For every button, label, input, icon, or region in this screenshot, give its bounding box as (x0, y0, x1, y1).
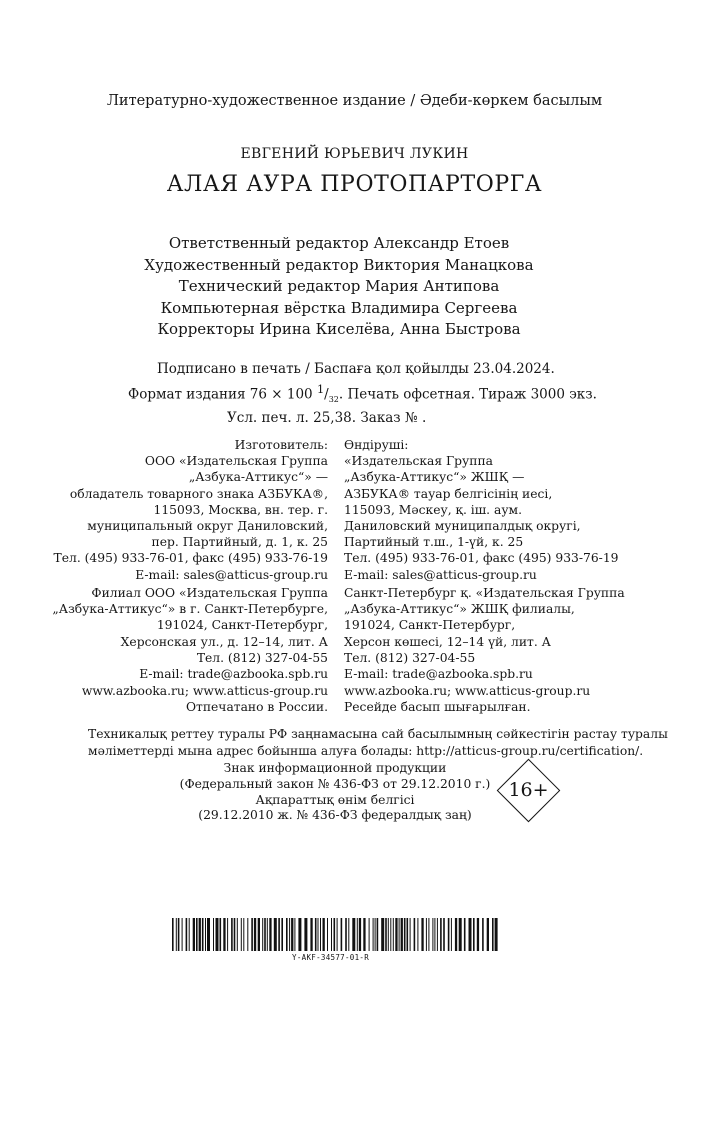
order-line: Усл. печ. л. 25,38. Заказ № . (227, 410, 427, 427)
barcode-bar (399, 918, 400, 951)
certification-line: Техникалық реттеу туралы РФ заңнамасына сай басылымның сәйкестігін растау туралы (88, 727, 668, 741)
barcode-bar (199, 918, 201, 951)
manufacturer-kz-line: Даниловский муниципалдық округі, (344, 519, 581, 534)
branch-ru-line: Филиал ООО «Издательская Группа (91, 586, 328, 600)
barcode-bar (375, 918, 376, 951)
branch-kz (344, 585, 625, 682)
barcode (172, 918, 502, 951)
branch-kz-line: E-mail: trade@azbooka.spb.ru (344, 667, 533, 682)
credit-line: Корректоры Ирина Киселёва, Анна Быстрова (157, 320, 521, 339)
edition-type: Литературно-художественное издание / Әдеби-көркем басылым (106, 93, 603, 109)
format-text: Формат издания 76 × 100 (128, 386, 317, 402)
book-title: АЛАЯ АУРА ПРОТОПАРТОРГА (166, 172, 543, 197)
barcode-bar (359, 918, 361, 951)
barcode-bar (267, 918, 268, 951)
barcode-bar (176, 918, 177, 951)
barcode-bar (345, 918, 347, 951)
manufacturer-ru-line: E-mail: sales@atticus-group.ru (135, 567, 328, 582)
barcode-bar (223, 918, 225, 951)
barcode-bar (473, 918, 475, 951)
barcode-bar (395, 918, 397, 951)
barcode-bar (363, 918, 365, 951)
barcode-bar (469, 918, 472, 951)
age-rating-text: 16+ (508, 779, 549, 801)
barcode-bar (205, 918, 206, 951)
web-kz-line: www.azbooka.ru; www.atticus-group.ru (344, 684, 591, 698)
barcode-bar (414, 918, 416, 951)
barcode-bar (264, 918, 266, 951)
barcode-bar (231, 918, 233, 951)
barcode-bar (323, 918, 325, 951)
barcode-bar (440, 918, 442, 951)
barcode-bar (443, 918, 445, 951)
barcode-bar (331, 918, 332, 951)
barcode-bar (495, 918, 498, 951)
barcode-bar (216, 918, 219, 951)
barcode-bar (477, 918, 479, 951)
format-text-2: . Печать офсетная. Тираж 3000 экз. (338, 386, 597, 402)
barcode-bar (294, 918, 295, 951)
barcode-bar (369, 918, 370, 951)
author-name: ЕВГЕНИЙ ЮРЬЕВИЧ ЛУКИН (240, 146, 469, 162)
age-rating-badge (495, 757, 562, 824)
barcode-bar (182, 918, 183, 951)
manufacturer-kz (344, 437, 618, 583)
manufacturer-kz-line: E-mail: sales@atticus-group.ru (344, 567, 537, 582)
branch-kz-line: „Азбука-Аттикус“» ЖШҚ филиалы, (344, 602, 575, 617)
branch-ru-line: E-mail: trade@azbooka.spb.ru (139, 667, 328, 682)
manufacturer-ru-line: ООО «Издательская Группа (144, 454, 328, 469)
barcode-bar (247, 918, 248, 951)
branch-kz-line: Херсон көшесі, 12–14 үй, лит. А (344, 634, 551, 649)
web-kz (344, 683, 590, 715)
info-mark-line: (Федеральный закон № 436-ФЗ от 29.12.2010 г.) (179, 776, 491, 791)
barcode-bar (407, 918, 409, 951)
manufacturer-ru (54, 437, 328, 583)
branch-kz-line: Тел. (812) 327-04-55 (344, 650, 476, 665)
barcode-bar (318, 918, 319, 951)
barcode-bar (337, 918, 338, 951)
manufacturer-ru-line: „Азбука-Аттикус“» — (188, 470, 328, 485)
barcode-bar (455, 918, 457, 951)
credit-line: Технический редактор Мария Антипова (178, 277, 500, 296)
barcode-bar (487, 918, 489, 951)
barcode-bar (178, 918, 180, 951)
manufacturer-ru-line: Изготовитель: (234, 438, 328, 452)
barcode-bar (172, 918, 174, 951)
manufacturer-kz-line: „Азбука-Аттикус“» ЖШҚ — (344, 470, 525, 485)
barcode-bar (482, 918, 484, 951)
barcode-bar (234, 918, 236, 951)
barcode-bar (251, 918, 253, 951)
barcode-bar (404, 918, 406, 951)
barcode-bar (373, 918, 374, 951)
barcode-bar (243, 918, 244, 951)
barcode-bar (357, 918, 358, 951)
barcode-bar (432, 918, 433, 951)
barcode-bar (227, 918, 228, 951)
barcode-bar (281, 918, 283, 951)
manufacturer-ru-line: Тел. (495) 933-76-01, факс (495) 933-76-19 (53, 551, 328, 566)
barcode-bar (274, 918, 277, 951)
manufacturer-ru-line: муниципальный округ Даниловский, (87, 519, 328, 534)
web-ru-line: www.azbooka.ru; www.atticus-group.ru (81, 684, 328, 698)
barcode-bar (320, 918, 321, 951)
barcode-bar (434, 918, 435, 951)
barcode-bar (310, 918, 312, 951)
barcode-bar (315, 918, 317, 951)
certification-note (88, 726, 668, 759)
format-line (0, 380, 709, 410)
branch-kz-line: 191024, Санкт-Петербург, (344, 618, 516, 633)
info-product-mark (175, 761, 495, 824)
format-slash: / (324, 386, 329, 402)
manufacturer-kz-line: Тел. (495) 933-76-01, факс (495) 933-76-19 (344, 551, 619, 566)
web-ru-line: Отпечатано в России. (185, 700, 328, 715)
barcode-bar (426, 918, 427, 951)
info-mark-line: Ақпараттық өнім белгісі (255, 792, 415, 807)
barcode-bar (390, 918, 391, 951)
manufacturer-kz-line: «Издательская Группа (344, 454, 493, 469)
manufacturer-kz-line: Өндіруші: (344, 438, 409, 452)
barcode-bar (348, 918, 349, 951)
barcode-bar (393, 918, 394, 951)
signed-date: Подписано в печать / Баспаға қол қойылды 23.04.2024. (157, 361, 555, 377)
format-numerator: 1 (316, 382, 325, 396)
barcode-bar (385, 918, 387, 951)
barcode-bar (202, 918, 204, 951)
barcode-bar (298, 918, 301, 951)
format-denominator: 32 (328, 394, 339, 404)
barcode-bar (213, 918, 214, 951)
web-kz-line: Ресейде басып шығарылған. (344, 700, 531, 715)
barcode-bar (196, 918, 198, 951)
barcode-bar (237, 918, 238, 951)
branch-ru-line: Херсонская ул., д. 12–14, лит. А (120, 634, 328, 649)
barcode-bar (291, 918, 293, 951)
print-info (0, 360, 709, 429)
barcode-bar (401, 918, 403, 951)
barcode-bar (417, 918, 418, 951)
barcode-bar (189, 918, 190, 951)
web-ru (82, 683, 328, 715)
manufacturer-kz-line: АЗБУКА® тауар белгісінің иесі, (344, 486, 553, 501)
manufacturer-ru-line: 115093, Москва, вн. тер. г. (153, 502, 328, 517)
branch-ru-line: Тел. (812) 327-04-55 (196, 650, 328, 665)
info-mark-line: (29.12.2010 ж. № 436-ФЗ федералдық заң) (198, 808, 472, 823)
branch-kz-line: Санкт-Петербург қ. «Издательская Группа (344, 586, 625, 600)
barcode-bar (304, 918, 307, 951)
info-mark-line: Знак информационной продукции (223, 761, 447, 775)
credits-block (0, 233, 678, 341)
barcode-bar (464, 918, 466, 951)
barcode-bar (437, 918, 438, 951)
barcode-bar (241, 918, 242, 951)
barcode-bar (289, 918, 290, 951)
barcode-bar (410, 918, 411, 951)
barcode-bar (258, 918, 260, 951)
credit-line: Компьютерная вёрстка Владимира Сергеева (160, 298, 518, 317)
manufacturer-ru-line: обладатель товарного знака АЗБУКА®, (69, 486, 328, 501)
barcode-bar (492, 918, 494, 951)
barcode-bar (278, 918, 280, 951)
barcode-bar (193, 918, 195, 951)
barcode-bar (421, 918, 423, 951)
credit-line: Ответственный редактор Александр Етоев (168, 234, 510, 252)
barcode-bar (377, 918, 379, 951)
branch-ru-line: „Азбука-Аттикус“» в г. Санкт-Петербурге, (52, 602, 328, 617)
manufacturer-ru-line: пер. Партийный, д. 1, к. 25 (151, 535, 328, 550)
manufacturer-kz-line: 115093, Мәскеу, қ. іш. аум. (344, 502, 523, 517)
branch-ru (52, 585, 328, 682)
barcode-bar (459, 918, 462, 951)
barcode-bar (207, 918, 210, 951)
certification-line: мәліметтерді мына адрес бойынша алуға болады: http://atticus-group.ru/certification/. (88, 743, 644, 758)
barcode-bar (341, 918, 343, 951)
barcode-bar (448, 918, 450, 951)
barcode-bar (269, 918, 271, 951)
barcode-bar (381, 918, 384, 951)
barcode-bar (334, 918, 336, 951)
barcode-text: Y-AKF-34577-01-R (292, 953, 370, 962)
barcode-bar (388, 918, 389, 951)
branch-ru-line: 191024, Санкт-Петербург, (156, 618, 328, 633)
barcode-bar (262, 918, 263, 951)
credit-line: Художественный редактор Виктория Манацкова (144, 255, 534, 274)
barcode-bar (220, 918, 222, 951)
barcode-bar (327, 918, 328, 951)
barcode-bar (286, 918, 288, 951)
barcode-bar (254, 918, 256, 951)
barcode-bar (451, 918, 452, 951)
barcode-bar (428, 918, 429, 951)
barcode-bar (352, 918, 355, 951)
barcode-bar (186, 918, 188, 951)
manufacturer-kz-line: Партийный т.ш., 1-үй, к. 25 (344, 535, 524, 550)
